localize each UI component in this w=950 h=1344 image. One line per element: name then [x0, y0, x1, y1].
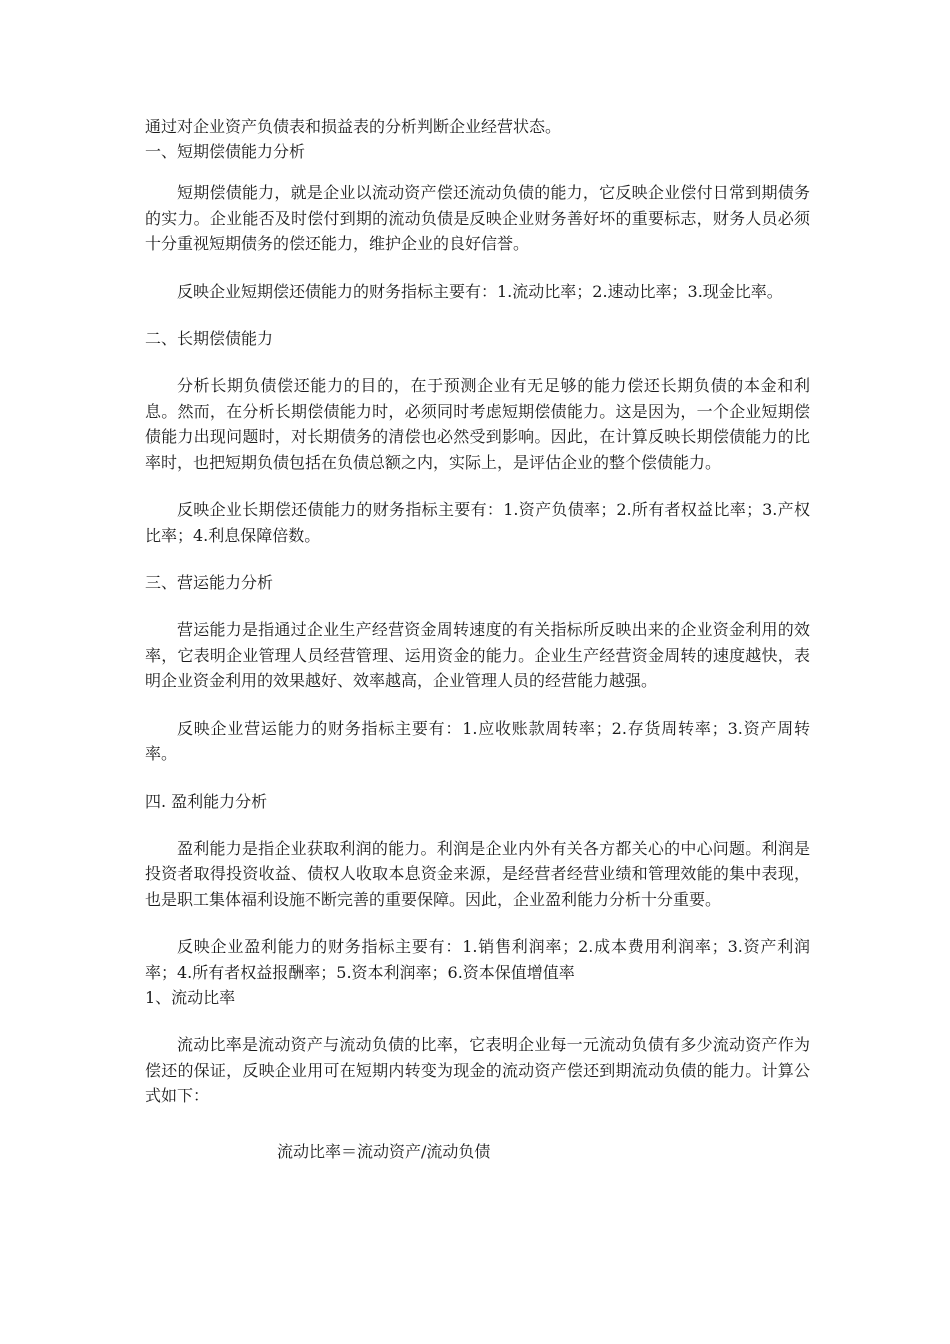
document-body — [145, 114, 810, 1164]
section-heading-profitability: 四. 盈利能力分析 — [145, 791, 268, 811]
paragraph-operating: 营运能力是指通过企业生产经营资金周转速度的有关指标所反映出来的企业资金利用的效率，它表明企业管理人员经营管理、运用资金的能力。企业生产经营资金周转的速度越快，表明企业资金利用的效果越好、效率越高，企业管理人员的经营能力越强。 — [145, 620, 810, 690]
paragraph-profitability-indicators: 反映企业盈利能力的财务指标主要有：1.销售利润率；2.成本费用利润率；3.资产利润率；4.所有者权益报酬率；5.资本利润率；6.资本保值增值率 — [145, 937, 810, 982]
paragraph-current-ratio: 流动比率是流动资产与流动负债的比率，它表明企业每一元流动负债有多少流动资产作为偿还的保证，反映企业用可在短期内转变为现金的流动资产偿还到期流动负债的能力。计算公式如下： — [145, 1035, 810, 1105]
paragraph-profitability: 盈利能力是指企业获取利润的能力。利润是企业内外有关各方都关心的中心问题。利润是投资者取得投资收益、债权人收取本息资金来源，是经营者经营业绩和管理效能的集中表现，也是职工集体福利设施不断完善的重要保障。因此，企业盈利能力分析十分重要。 — [145, 838, 810, 909]
paragraph-long-term-indicators: 反映企业长期偿还债能力的财务指标主要有：1.资产负债率；2.所有者权益比率；3.产权比率；4.利息保障倍数。 — [145, 500, 810, 545]
paragraph-operating-indicators: 反映企业营运能力的财务指标主要有：1.应收账款周转率；2.存货周转率；3.资产周转率。 — [145, 718, 810, 763]
section-heading-operating: 三、营运能力分析 — [145, 573, 274, 592]
intro-line: 通过对企业资产负债表和损益表的分析判断企业经营状态。 — [145, 117, 562, 136]
subsection-heading-current-ratio: 1、流动比率 — [145, 988, 236, 1007]
current-ratio-formula: 流动比率＝流动资产/流动负债 — [277, 1141, 491, 1161]
paragraph-short-term: 短期偿债能力，就是企业以流动资产偿还流动负债的能力，它反映企业偿付日常到期债务的实力。企业能否及时偿付到期的流动负债是反映企业财务善好坏的重要标志，财务人员必须十分重视短期债务的偿还能力，维护企业的良好信誉。 — [145, 183, 810, 253]
section-heading-short-term: 一、短期偿债能力分析 — [145, 142, 306, 161]
section-heading-long-term: 二、长期偿债能力 — [145, 329, 274, 348]
paragraph-short-term-indicators: 反映企业短期偿还债能力的财务指标主要有：1.流动比率；2.速动比率；3.现金比率。 — [177, 281, 783, 301]
paragraph-long-term: 分析长期负债偿还能力的目的，在于预测企业有无足够的能力偿还长期负债的本金和利息。然而，在分析长期偿债能力时，必须同时考虑短期偿债能力。这是因为，一个企业短期偿债能力出现问题时，对长期债务的清偿也必然受到影响。因此，在计算反映长期偿债能力的比率时，也把短期负债包括在负债总额之内，实际上，是评估企业的整个偿债能力。 — [145, 376, 810, 472]
